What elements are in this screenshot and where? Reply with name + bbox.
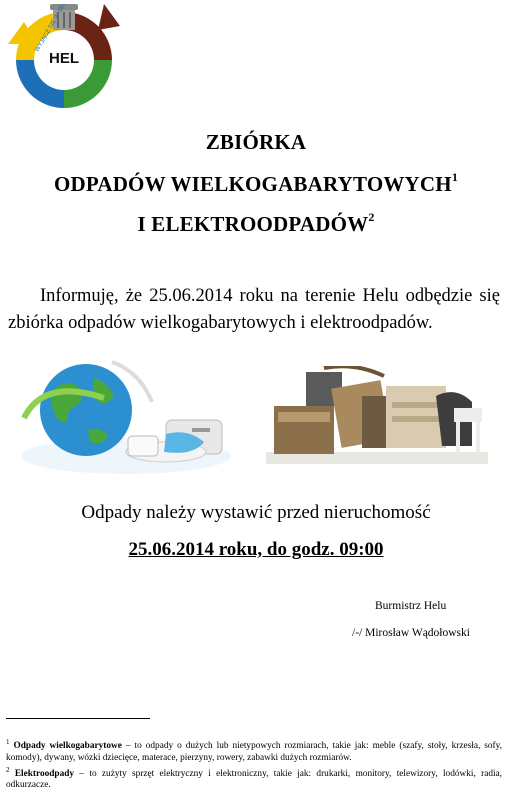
footnote-1-text: – to odpady o dużych lub nietypowych rozmiarach, takie jak: meble (szafy, stoły, krzesła, sofy, komody), dywany, wózki dziecięce, materace, pierzyny, rowery, zabawki dużych rozmiarów. [6,741,502,763]
signature-name: /-/ Mirosław Wądołowski [352,627,470,639]
footnote-2 [6,765,502,792]
hel-logo [8,4,120,116]
title-line-3 [0,212,512,237]
footnote-1 [6,737,502,764]
furniture-pile-icon [266,366,488,464]
footnotes [6,737,502,793]
footnote-2-term: Elektroodpady [14,769,75,779]
deadline-text: 25.06.2014 roku, do godz. 09:00 [128,539,384,560]
electronic-waste-image [16,348,246,478]
footnote-ref-1: 1 [451,170,459,184]
logo-main-text: HEL [49,50,79,67]
title-line-2-text: ODPADÓW WIELKOGABARYTOWYCH [53,172,452,196]
logo-ring-text: WYJĄCZ SIĘ W [34,12,62,53]
intro-paragraph [8,283,500,337]
title-line-2 [0,172,512,197]
globe-appliances-icon [16,348,246,478]
footnote-2-ref: 2 [6,765,10,774]
footnote-1-ref: 1 [6,738,10,746]
title-line-3-text: I ELEKTROODPADÓW [137,212,369,236]
notice-text: Odpady należy wystawić przed nieruchomość [81,502,431,523]
title-line-1: ZBIÓRKA [205,130,307,154]
footnote-2-text: – to zużyty sprzęt elektryczny i elektroniczny, takie jak: drukarki, monitory, telewizory, lodówki, radia, odkurzacze. [6,769,502,791]
footnote-divider [6,718,150,719]
footnote-1-term: Odpady wielkogabarytowe [13,741,122,752]
intro-text: Informuję, że 25.06.2014 roku na terenie Helu odbędzie się zbiórka odpadów wielkogabarytowych i elektroodpadów. [8,286,500,333]
footnote-ref-2: 2 [368,210,375,224]
signature-role: Burmistrz Helu [375,600,447,612]
bulky-waste-image [266,366,488,464]
